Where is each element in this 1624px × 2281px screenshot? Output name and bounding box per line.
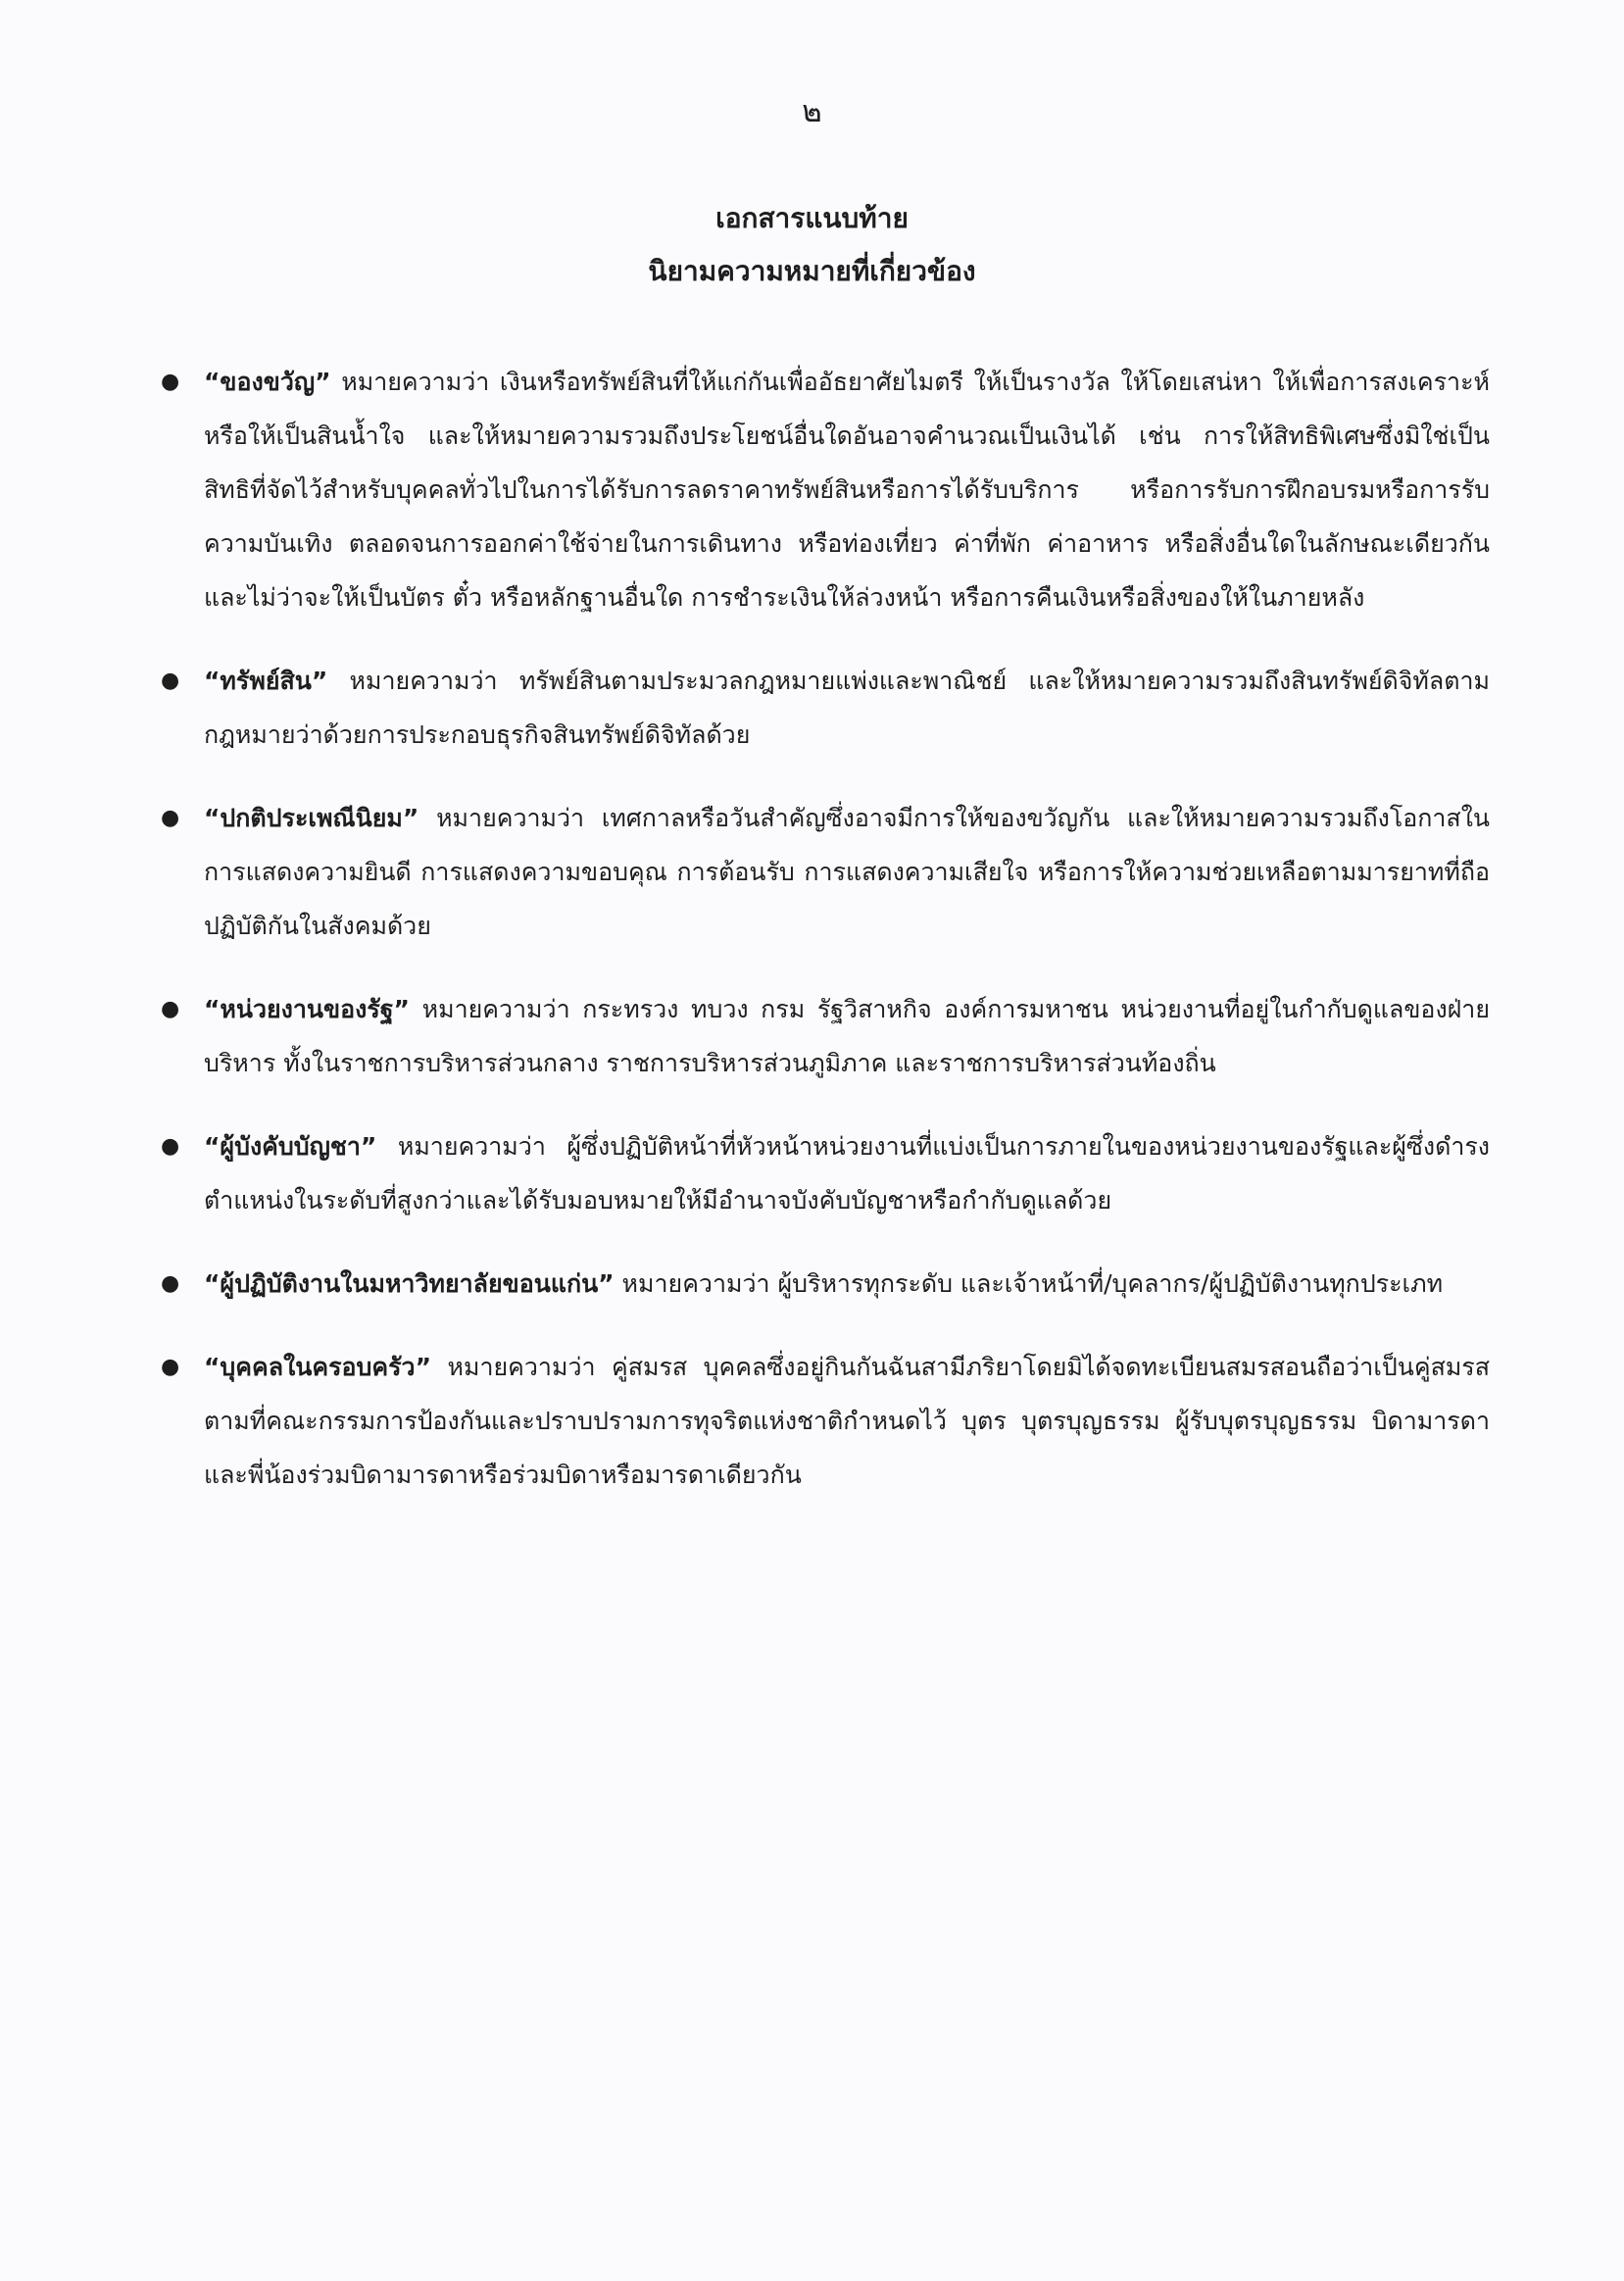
definition-term: “ของขวัญ”: [204, 368, 331, 396]
definition-term: “บุคคลในครอบครัว”: [204, 1353, 432, 1381]
definition-text: หมายความว่า ผู้บริหารทุกระดับ และเจ้าหน้าที่/บุคลากร/ผู้ปฏิบัติงานทุกประเภท: [614, 1269, 1444, 1298]
definition-item: [157, 982, 1490, 1090]
bullet-icon: ●: [161, 1355, 180, 1379]
bullet-icon: ●: [161, 1271, 180, 1296]
bullet-icon: ●: [161, 669, 180, 693]
definition-term: “ผู้บังคับบัญชา”: [204, 1132, 377, 1161]
page-number: ๒: [802, 94, 822, 129]
definition-text: หมายความว่า ผู้ซึ่งปฏิบัติหน้าที่หัวหน้าหน่วยงานที่แบ่งเป็นการภายในของหน่วยงานของรัฐและผู้ซึ่งดำรงตำแหน่งในระดับที่สูงกว่าและได้รับมอบหมายให้มีอำนาจบังคับบัญชาหรือกำกับดูแลด้วย: [204, 1132, 1490, 1215]
definition-item: [157, 1119, 1490, 1227]
bullet-icon: ●: [161, 1134, 180, 1159]
definition-text: หมายความว่า เทศกาลหรือวันสำคัญซึ่งอาจมีการให้ของขวัญกัน และให้หมายความรวมถึงโอกาสในการแสดงความยินดี การแสดงความขอบคุณ การต้อนรับ การแสดงความเสียใจ หรือการให้ความช่วยเหลือตามมารยาทที่ถือปฏิบัติกันในสังคมด้วย: [204, 804, 1490, 940]
title-line-1: เอกสารแนบท้าย: [715, 202, 909, 234]
definition-text: หมายความว่า กระทรวง ทบวง กรม รัฐวิสาหกิจ องค์การมหาชน หน่วยงานที่อยู่ในกำกับดูแลของฝ่ายบริหาร ทั้งในราชการบริหารส่วนกลาง ราชการบริหารส่วนภูมิภาค และราชการบริหารส่วนท้องถิ่น: [204, 995, 1490, 1077]
definition-term: “หน่วยงานของรัฐ”: [204, 995, 410, 1023]
definition-text: หมายความว่า คู่สมรส บุคคลซึ่งอยู่กินกันฉันสามีภริยาโดยมิได้จดทะเบียนสมรสอนถือว่าเป็นคู่สมรสตามที่คณะกรรมการป้องกันและปราบปรามการทุจริตแห่งชาติกำหนดไว้ บุตร บุตรบุญธรรม ผู้รับบุตรบุญธรรม บิดามารดา และพี่น้องร่วมบิดามารดาหรือร่วมบิดาหรือมารดาเดียวกัน: [204, 1353, 1490, 1489]
definition-item: [157, 791, 1490, 953]
document-title: [0, 192, 1624, 298]
bullet-icon: ●: [161, 806, 180, 830]
definition-text: หมายความว่า ทรัพย์สินตามประมวลกฎหมายแพ่งและพาณิชย์ และให้หมายความรวมถึงสินทรัพย์ดิจิทัลตามกฎหมายว่าด้วยการประกอบธุรกิจสินทรัพย์ดิจิทัลด้วย: [204, 667, 1490, 749]
definition-term: “ปกติประเพณีนิยม”: [204, 804, 419, 832]
definitions-list: [157, 355, 1490, 1531]
definition-item: [157, 1340, 1490, 1502]
definition-item: [157, 654, 1490, 762]
title-line-2: นิยามความหมายที่เกี่ยวข้อง: [648, 255, 976, 287]
definition-term: “ผู้ปฏิบัติงานในมหาวิทยาลัยขอนแก่น”: [204, 1269, 615, 1298]
definition-item: [157, 1257, 1490, 1311]
bullet-icon: ●: [161, 370, 180, 394]
definition-text: หมายความว่า เงินหรือทรัพย์สินที่ให้แก่กันเพื่ออัธยาศัยไมตรี ให้เป็นรางวัล ให้โดยเสน่หา ให้เพื่อการสงเคราะห์ หรือให้เป็นสินน้ำใจ และให้หมายความรวมถึงประโยชน์อื่นใดอันอาจคำนวณเป็นเงินได้ เช่น การให้สิทธิพิเศษซึ่งมิใช่เป็นสิทธิที่จัดไว้สำหรับบุคคลทั่วไปในการได้รับการลดราคาทรัพย์สินหรือการได้รับบริการ หรือการรับการฝึกอบรมหรือการรับความบันเทิง ตลอดจนการออกค่าใช้จ่ายในการเดินทาง หรือท่องเที่ยว ค่าที่พัก ค่าอาหาร หรือสิ่งอื่นใดในลักษณะเดียวกันและไม่ว่าจะให้เป็นบัตร ตั๋ว หรือหลักฐานอื่นใด การชำระเงินให้ล่วงหน้า หรือการคืนเงินหรือสิ่งของให้ในภายหลัง: [204, 368, 1490, 612]
definition-term: “ทรัพย์สิน”: [204, 667, 328, 695]
bullet-icon: ●: [161, 997, 180, 1021]
definition-item: [157, 355, 1490, 624]
